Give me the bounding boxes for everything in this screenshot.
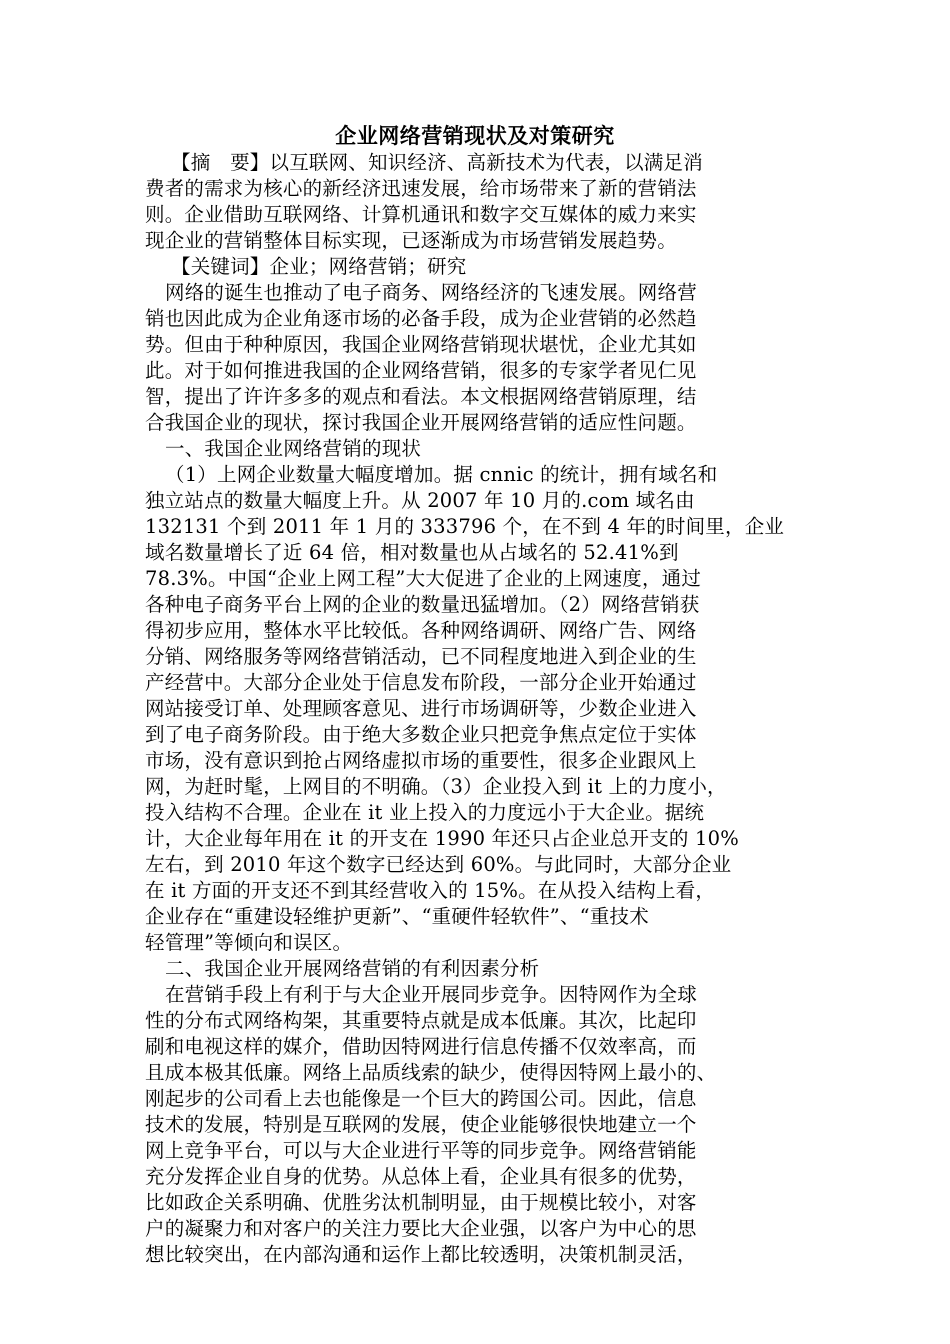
paragraph-line: 比如政企关系明确、优胜劣汰机制明显，由于规模比较小，对客 <box>145 1191 697 1214</box>
paragraph-line: 在营销手段上有利于与大企业开展同步竞争。因特网作为全球 <box>165 983 697 1006</box>
paragraph-line: 网，为赶时髦，上网目的不明确。（3）企业投入到 it 上的力度小， <box>145 775 727 798</box>
paragraph-line: 各种电子商务平台上网的企业的数量迅猛增加。（2）网络营销获 <box>145 593 700 616</box>
keywords-line: 【关键词】企业；网络营销；研究 <box>171 255 467 278</box>
document-title: 企业网络营销现状及对策研究 <box>335 123 615 148</box>
paragraph-line: 得初步应用，整体水平比较低。各种网络调研、网络广告、网络 <box>145 619 697 642</box>
paragraph-line: 充分发挥企业自身的优势。从总体上看，企业具有很多的优势， <box>145 1165 697 1188</box>
paragraph-line: 且成本极其低廉。网络上品质线索的缺少，使得因特网上最小的、 <box>145 1061 717 1084</box>
paragraph-line: 企业存在“重建设轻维护更新”、“重硬件轻软件”、“重技术 <box>145 905 649 928</box>
abstract-line: 【摘 要】以互联网、知识经济、高新技术为代表，以满足消 <box>171 151 703 174</box>
paragraph-line: 左右，到 2010 年这个数字已经达到 60%。与此同时，大部分企业 <box>145 853 732 876</box>
paragraph-line: 网上竞争平台，可以与大企业进行平等的同步竞争。网络营销能 <box>145 1139 697 1162</box>
paragraph-line: 产经营中。大部分企业处于信息发布阶段，一部分企业开始通过 <box>145 671 697 694</box>
section-heading: 一、我国企业网络营销的现状 <box>165 437 422 460</box>
paragraph-line: 在 it 方面的开支还不到其经营收入的 15%。在从投入结构上看， <box>145 879 716 902</box>
paragraph-line: 投入结构不合理。企业在 it 业上投入的力度远小于大企业。据统 <box>145 801 705 824</box>
paragraph-line: 78.3%。中国“企业上网工程”大大促进了企业的上网速度，通过 <box>145 567 702 590</box>
paragraph-line: 132131 个到 2011 年 1 月的 333796 个，在不到 4 年的时间里，企业 <box>145 515 785 538</box>
paragraph-line: 网站接受订单、处理顾客意见、进行市场调研等，少数企业进入 <box>145 697 697 720</box>
paragraph-line: 性的分布式网络构架，其重要特点就是成本低廉。其次，比起印 <box>145 1009 697 1032</box>
paragraph-line: 分销、网络服务等网络营销活动，已不同程度地进入到企业的生 <box>145 645 697 668</box>
section-heading: 二、我国企业开展网络营销的有利因素分析 <box>165 957 540 980</box>
paragraph-line: 智，提出了许许多多的观点和看法。本文根据网络营销原理，结 <box>145 385 697 408</box>
paragraph-line: 合我国企业的现状，探讨我国企业开展网络营销的适应性问题。 <box>145 411 697 434</box>
paragraph-line: 计，大企业每年用在 it 的开支在 1990 年还只占企业总开支的 10% <box>145 827 739 850</box>
document-page <box>145 122 805 1268</box>
paragraph-line: 市场，没有意识到抢占网络虚拟市场的重要性，很多企业跟风上 <box>145 749 697 772</box>
abstract-line: 则。企业借助互联网络、计算机通讯和数字交互媒体的威力来实 <box>145 203 697 226</box>
paragraph-line: 户的凝聚力和对客户的关注力要比大企业强，以客户为中心的思 <box>145 1217 697 1240</box>
paragraph-line: 技术的发展，特别是互联网的发展，使企业能够很快地建立一个 <box>145 1113 697 1136</box>
paragraph-line: 轻管理”等倾向和误区。 <box>145 931 353 954</box>
paragraph-line: 势。但由于种种原因，我国企业网络营销现状堪忧，企业尤其如 <box>145 333 697 356</box>
paragraph-line: 到了电子商务阶段。由于绝大多数企业只把竞争焦点定位于实体 <box>145 723 697 746</box>
paragraph-line: 想比较突出，在内部沟通和运作上都比较透明，决策机制灵活， <box>145 1243 697 1266</box>
paragraph-line: （1）上网企业数量大幅度增加。据 cnnic 的统计，拥有域名和 <box>165 463 718 486</box>
paragraph-line: 销也因此成为企业角逐市场的必备手段，成为企业营销的必然趋 <box>145 307 697 330</box>
abstract-line: 费者的需求为核心的新经济迅速发展，给市场带来了新的营销法 <box>145 177 697 200</box>
paragraph-line: 刷和电视这样的媒介，借助因特网进行信息传播不仅效率高，而 <box>145 1035 697 1058</box>
paragraph-line: 此。对于如何推进我国的企业网络营销，很多的专家学者见仁见 <box>145 359 697 382</box>
paragraph-line: 网络的诞生也推动了电子商务、网络经济的飞速发展。网络营 <box>165 281 697 304</box>
paragraph-line: 刚起步的公司看上去也能像是一个巨大的跨国公司。因此，信息 <box>145 1087 697 1110</box>
paragraph-line: 域名数量增长了近 64 倍，相对数量也从占域名的 52.41%到 <box>145 541 679 564</box>
paragraph-line: 独立站点的数量大幅度上升。从 2007 年 10 月的.com 域名由 <box>145 489 695 512</box>
abstract-line: 现企业的营销整体目标实现，已逐渐成为市场营销发展趋势。 <box>145 229 677 252</box>
